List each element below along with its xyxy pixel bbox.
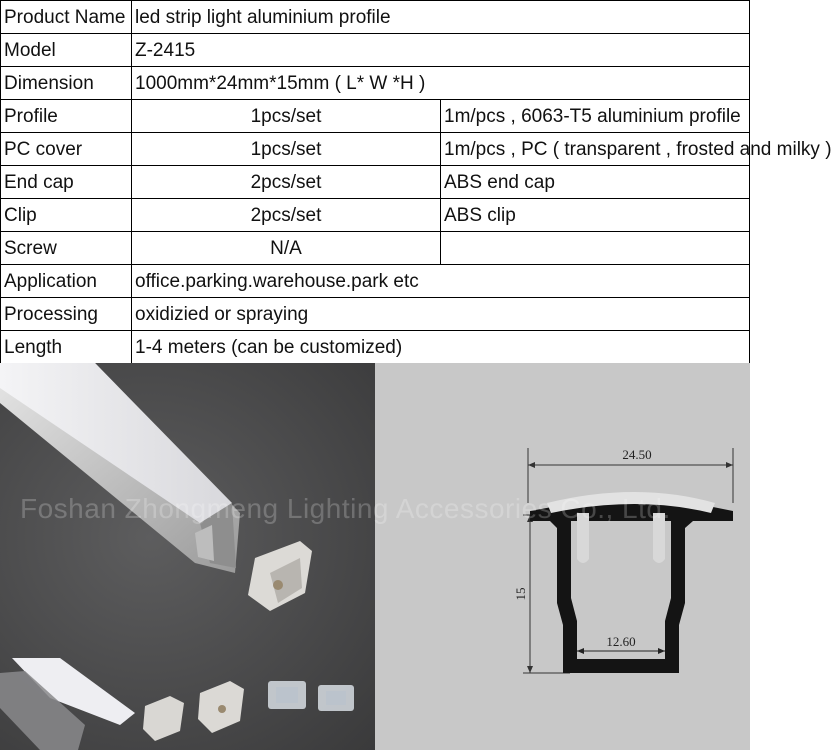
watermark-text: Foshan Zhongmeng Lighting Accessories Co., Ltd. bbox=[20, 493, 671, 524]
cross-section-drawing bbox=[375, 363, 750, 750]
row-label: Processing bbox=[1, 298, 132, 331]
row-value: 1m/pcs , PC ( transparent , frosted and milky ) bbox=[441, 133, 750, 166]
table-row bbox=[1, 265, 750, 298]
row-value: office.parking.warehouse.park etc bbox=[132, 265, 750, 298]
row-label: Profile bbox=[1, 100, 132, 133]
profile-dimension-diagram bbox=[375, 363, 750, 750]
width-dimension-label: 24.50 bbox=[622, 447, 652, 462]
row-label: End cap bbox=[1, 166, 132, 199]
product-photo bbox=[0, 363, 375, 750]
row-label: PC cover bbox=[1, 133, 132, 166]
table-row bbox=[1, 166, 750, 199]
row-qty: 1pcs/set bbox=[132, 133, 441, 166]
row-value: 1m/pcs , 6063-T5 aluminium profile bbox=[441, 100, 750, 133]
inner-width-label: 12.60 bbox=[606, 634, 636, 649]
row-label: Product Name bbox=[1, 1, 132, 34]
row-qty: 1pcs/set bbox=[132, 100, 441, 133]
table-row bbox=[1, 331, 750, 364]
row-label: Dimension bbox=[1, 67, 132, 100]
spec-table bbox=[0, 0, 832, 364]
table-row bbox=[1, 298, 750, 331]
table-row bbox=[1, 67, 750, 100]
profile-product-illustration bbox=[0, 363, 375, 750]
row-value: led strip light aluminium profile bbox=[132, 1, 750, 34]
table-row bbox=[1, 199, 750, 232]
row-value: ABS end cap bbox=[441, 166, 750, 199]
row-value: 1000mm*24mm*15mm ( L* W *H ) bbox=[132, 67, 750, 100]
table-row bbox=[1, 34, 750, 67]
row-label: Model bbox=[1, 34, 132, 67]
product-photos bbox=[0, 363, 750, 750]
row-qty: N/A bbox=[132, 232, 441, 265]
table-row bbox=[1, 133, 750, 166]
row-value: Z-2415 bbox=[132, 34, 750, 67]
table-row bbox=[1, 1, 750, 34]
row-value bbox=[441, 232, 750, 265]
table-row bbox=[1, 232, 750, 265]
row-value: oxidizied or spraying bbox=[132, 298, 750, 331]
row-qty: 2pcs/set bbox=[132, 166, 441, 199]
row-label: Application bbox=[1, 265, 132, 298]
row-value: ABS clip bbox=[441, 199, 750, 232]
table-row bbox=[1, 100, 750, 133]
row-label: Clip bbox=[1, 199, 132, 232]
row-qty: 2pcs/set bbox=[132, 199, 441, 232]
row-label: Screw bbox=[1, 232, 132, 265]
height-dimension-label: 15 bbox=[513, 587, 528, 601]
row-label: Length bbox=[1, 331, 132, 364]
row-value: 1-4 meters (can be customized) bbox=[132, 331, 750, 364]
